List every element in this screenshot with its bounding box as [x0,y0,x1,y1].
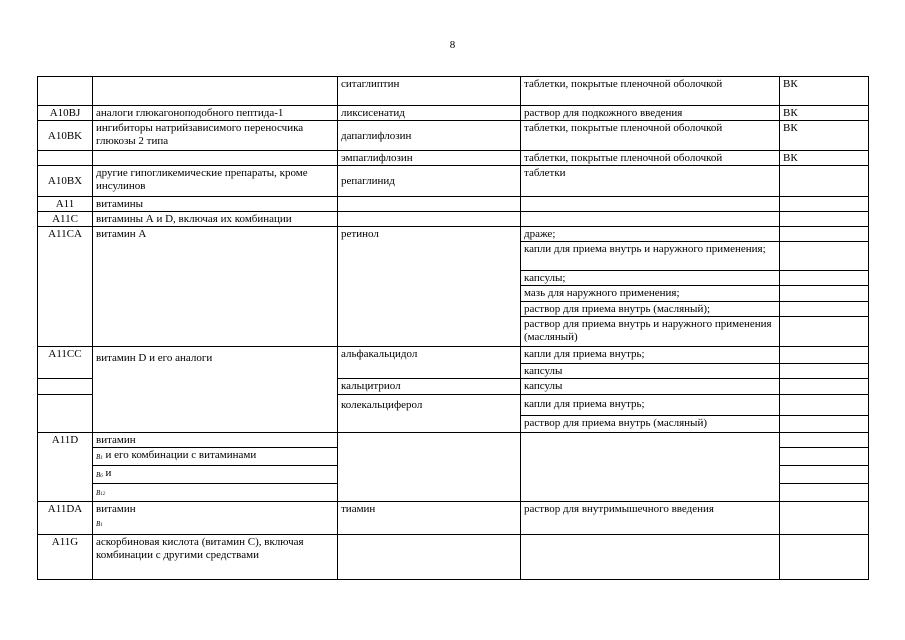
atc-code: A11CC [38,347,93,379]
note-cell [780,433,869,448]
atc-code: A10BJ [38,106,93,121]
atc-code: A11C [38,212,93,227]
dosage-form: мазь для наружного применения; [521,286,780,302]
group-name: витамины [93,197,338,212]
group-name: витамин А [93,227,338,347]
table-row [38,433,869,448]
note-cell [780,379,869,395]
dosage-form: капсулы [521,364,780,379]
dosage-form [521,535,780,580]
drug-name: альфакальцидол [338,347,521,379]
dosage-form [521,212,780,227]
note-cell [780,317,869,347]
vitamin-b1-symbol: B1 [96,520,103,528]
group-name [93,77,338,106]
drug-name: ситаглиптин [338,77,521,106]
drug-name: колекальциферол [338,395,521,433]
group-name: витамин B1 [93,502,338,535]
note-cell [780,286,869,302]
atc-code: A11DA [38,502,93,535]
note-cell [780,535,869,580]
group-name: витамин [93,433,338,448]
note-cell [780,502,869,535]
note-cell [780,484,869,502]
table-row [38,502,869,535]
drug-name [338,197,521,212]
atc-code: A11D [38,433,93,502]
group-name: витамин D и его аналоги [93,347,338,433]
note-cell [780,448,869,466]
dosage-form: таблетки, покрытые пленочной оболочкой [521,121,780,151]
note-cell: ВК [780,151,869,166]
note-cell [780,212,869,227]
group-and: и [105,467,112,479]
table-row [38,197,869,212]
note-cell [780,466,869,484]
group-name: аналоги глюкагоноподобного пептида-1 [93,106,338,121]
dosage-form: капли для приема внутрь и наружного применения; [521,242,780,271]
note-cell [780,166,869,197]
note-cell [780,271,869,286]
dosage-form: раствор для внутримышечного введения [521,502,780,535]
dosage-form: капсулы [521,379,780,395]
note-cell [780,347,869,364]
dosage-form: капсулы; [521,271,780,286]
drug-name: дапаглифлозин [338,121,521,151]
table-row [38,106,869,121]
drug-name: ретинол [338,227,521,347]
atc-code: A11 [38,197,93,212]
atc-code [38,151,93,166]
note-cell [780,364,869,379]
dosage-form [521,197,780,212]
note-cell [780,197,869,212]
dosage-form: капли для приема внутрь; [521,395,780,416]
group-name-cont: и его комбинации с витаминами [105,449,257,461]
group-name [93,151,338,166]
note-cell: ВК [780,121,869,151]
note-cell: ВК [780,77,869,106]
page-number: 8 [449,39,456,51]
table-row [38,166,869,197]
drug-name [338,433,521,502]
dosage-form: таблетки, покрытые пленочной оболочкой [521,151,780,166]
dosage-form: раствор для подкожного введения [521,106,780,121]
atc-code: A11G [38,535,93,580]
group-name: ингибиторы натрийзависимого переносчика глюкозы 2 типа [93,121,338,151]
dosage-form: таблетки, покрытые пленочной оболочкой [521,77,780,106]
group-name [93,466,338,484]
table-row [38,347,869,364]
atc-code: A11CA [38,227,93,347]
table-row [38,151,869,166]
atc-code: A10BX [38,166,93,197]
note-cell [780,416,869,433]
note-cell [780,302,869,317]
atc-code [38,379,93,395]
dosage-form [521,433,780,502]
atc-code [38,77,93,106]
table-row [38,212,869,227]
table-row [38,535,869,580]
drug-table [37,76,869,580]
dosage-form: раствор для приема внутрь (масляный) [521,416,780,433]
dosage-form: таблетки [521,166,780,197]
table-row [38,227,869,242]
vitamin-b12-symbol: B12 [96,489,106,497]
drug-name: тиамин [338,502,521,535]
dosage-form: раствор для приема внутрь и наружного применения (масляный) [521,317,780,347]
note-cell [780,227,869,242]
atc-code [38,395,93,433]
drug-name: ликсисенатид [338,106,521,121]
vitamin-b6-symbol: B6 [96,471,103,479]
atc-code: A10BK [38,121,93,151]
group-name [93,484,338,502]
table-row [38,121,869,151]
drug-name [338,535,521,580]
drug-name: кальцитриол [338,379,521,395]
group-name: другие гипогликемические препараты, кроме инсулинов [93,166,338,197]
note-cell [780,395,869,416]
dosage-form: драже; [521,227,780,242]
group-name: аскорбиновая кислота (витамин С), включая комбинации с другими средствами [93,535,338,580]
note-cell [780,242,869,271]
group-name [93,448,338,466]
group-name: витамины А и D, включая их комбинации [93,212,338,227]
table-row [38,77,869,106]
dosage-form: раствор для приема внутрь (масляный); [521,302,780,317]
drug-name: эмпаглифлозин [338,151,521,166]
drug-name: репаглинид [338,166,521,197]
note-cell: ВК [780,106,869,121]
drug-name [338,212,521,227]
dosage-form: капли для приема внутрь; [521,347,780,364]
vitamin-b1-symbol: B1 [96,453,103,461]
